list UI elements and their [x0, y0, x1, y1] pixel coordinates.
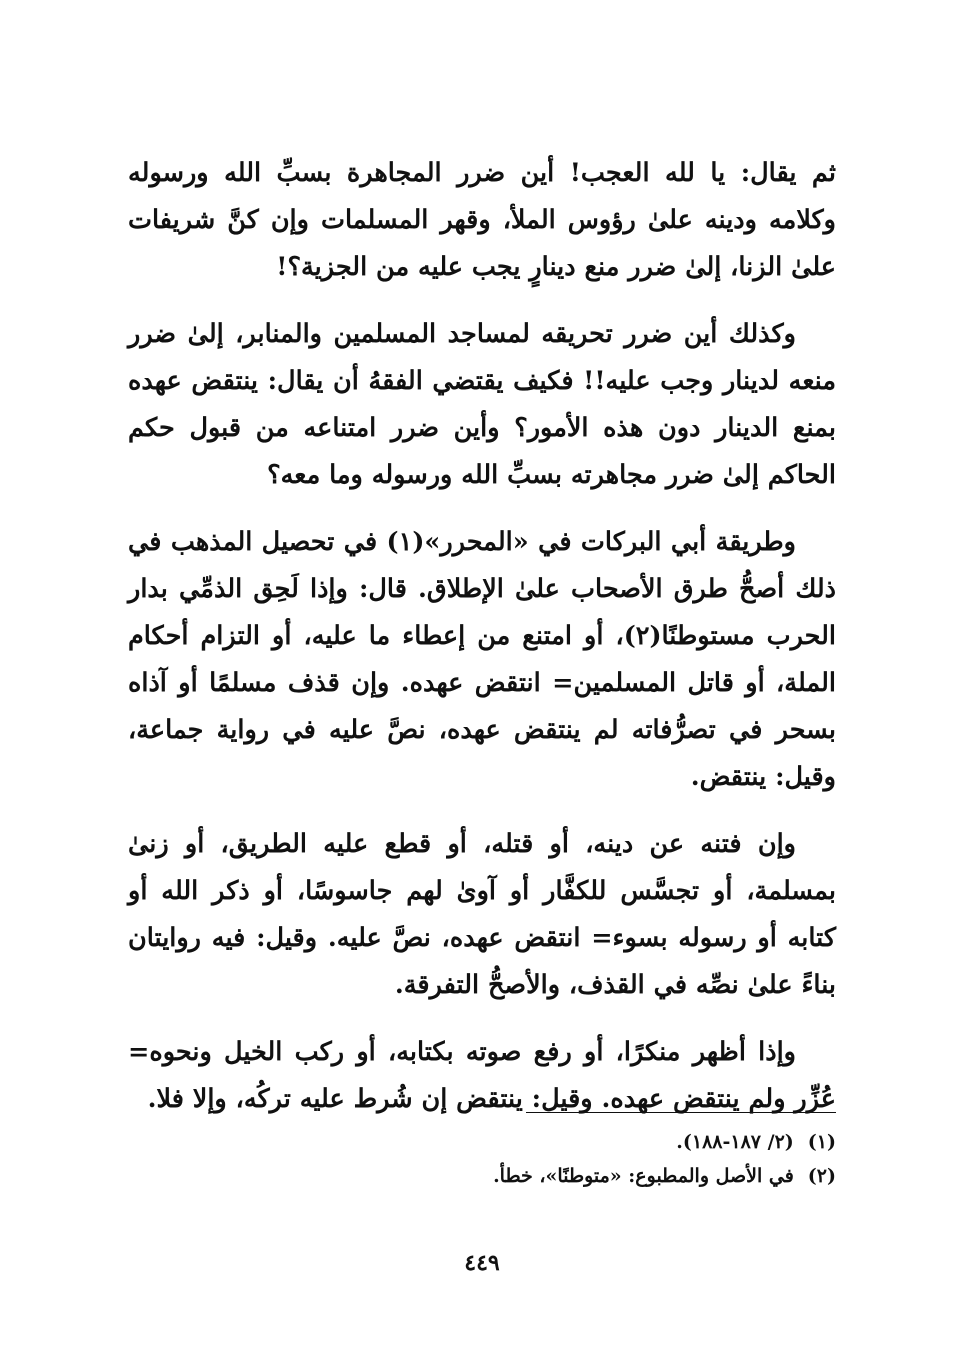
paragraph-3: وطريقة أبي البركات في «المحرر»(١) في تحصيل المذهب في ذلك أصحُّ طرق الأصحاب علىٰ الإطلاق. قال: وإذا لَحِق الذمِّي بدار الحرب مستوطنًا(٢)، أو امتنع من إعطاء ما عليه، أو التزام أحكام الملة، أو قاتل المسلمين= انتقض عهده. وإن قذف مسلمًا أو آذاه بسحر في تصرُّفاته لم ينتقض عهده، نصَّ عليه في رواية جماعة، وقيل: ينتقض. [128, 527, 837, 792]
main-text [128, 150, 836, 1143]
footnote-text: في الأصل والمطبوع: «متوطنًا»، خطأ. [493, 1165, 794, 1187]
footnotes [128, 1125, 836, 1193]
footnote-1 [128, 1125, 836, 1159]
paragraph-2: وكذلك أين ضرر تحريقه لمساجد المسلمين والمنابر، إلىٰ ضرر منعه لدينار وجب عليه!! فكيف يقتضي الفقهُ أن يقال: ينتقض عهده بمنع الدينار دون هذه الأمور؟ وأين ضرر امتناعه من قبول حكم الحاكم إلىٰ ضرر مجاهرته بسبِّ الله ورسوله وما معه؟ [128, 319, 836, 490]
footnote-divider [526, 1112, 836, 1113]
footnote-number: (١) [807, 1131, 836, 1153]
paragraph-5: وإذا أظهر منكرًا، أو رفع صوته بكتابه، أو ركب الخيل ونحوه= عُزِّر ولم ينتقض عهده. وقيل: ينتقض إن شُرط عليه تركُه، وإلا فلا. [128, 1037, 836, 1114]
paragraph-4: وإن فتنه عن دينه، أو قتله، أو قطع عليه الطريق، أو زنىٰ بمسلمة، أو تجسَّس للكفَّار أو آوىٰ لهم جاسوسًا، أو ذكر الله أو كتابه أو رسوله بسوء= انتقض عهده، نصَّ عليه. وقيل: فيه روايتان بناءً علىٰ نصِّه في القذف، والأصحُّ التفرقة. [128, 829, 836, 1000]
page-number: ٤٤٩ [464, 1250, 500, 1276]
footnote-number: (٢) [807, 1165, 836, 1187]
footnote-text: (٢/ ١٨٧-١٨٨). [676, 1131, 794, 1153]
paragraph-1: ثم يقال: يا لله العجب! أين ضرر المجاهرة بسبِّ الله ورسوله وكلامه ودينه علىٰ رؤوس الملأ، وقهر المسلمات وإن كنَّ شريفات علىٰ الزنا، إلىٰ ضرر منع دينارٍ يجب عليه من الجزية؟! [128, 158, 836, 282]
footnote-2 [128, 1159, 836, 1193]
